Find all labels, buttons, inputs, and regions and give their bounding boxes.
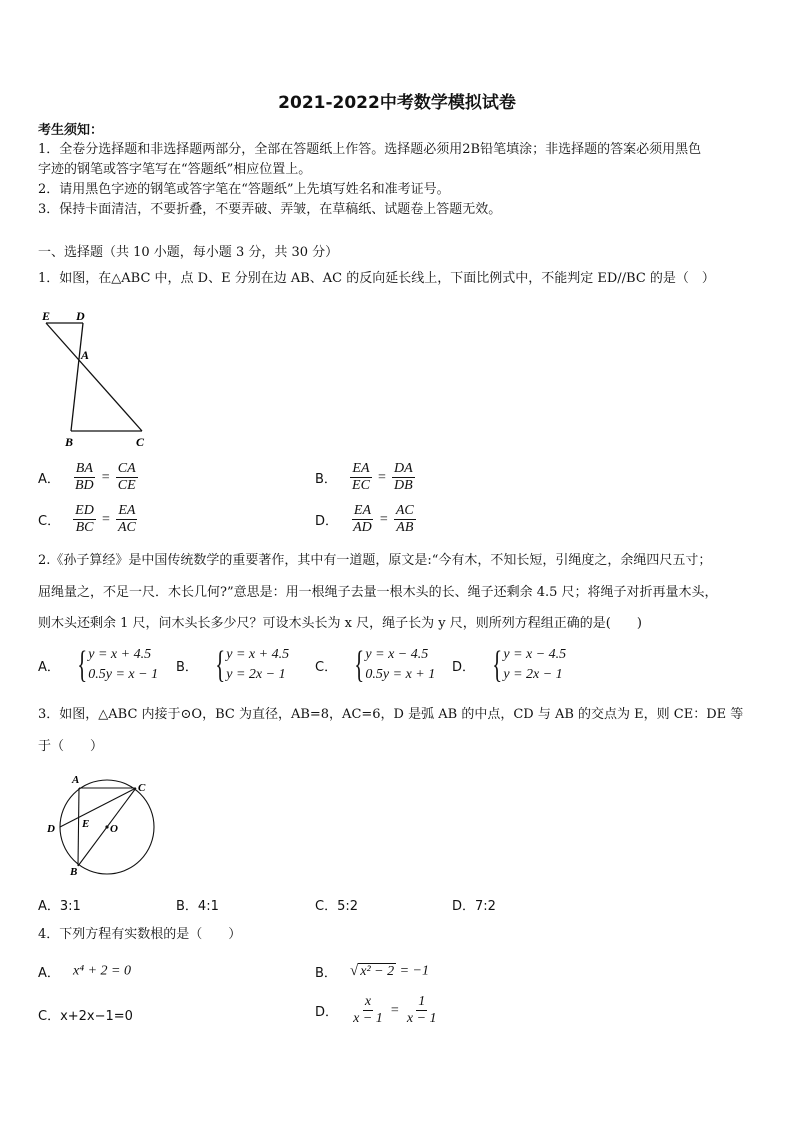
fraction <box>392 461 415 494</box>
numerator: BA <box>75 461 93 476</box>
label-B: B <box>65 435 74 449</box>
equation-line: y = x + 4.5 <box>226 647 290 662</box>
equation-line: y = 2x − 1 <box>503 667 563 682</box>
page-title: 2021-2022中考数学模拟试卷 <box>278 93 516 113</box>
denominator: CE <box>117 478 136 493</box>
label-D: D <box>76 309 85 323</box>
question-1-option-a[interactable] <box>38 461 138 494</box>
numerator: EA <box>353 503 371 518</box>
option-text: 3:1 <box>59 899 81 914</box>
numerator: CA <box>117 461 136 476</box>
option-label: C． <box>315 659 338 675</box>
option-text: 4:1 <box>197 899 219 914</box>
question-4-option-a[interactable] <box>38 961 131 981</box>
denominator: AC <box>117 520 136 535</box>
brace-icon: { <box>215 644 226 686</box>
label-A: A <box>72 774 80 786</box>
option-text: 7:2 <box>475 899 496 914</box>
equation-line: y = x − 4.5 <box>365 647 429 662</box>
denominator: x − 1 <box>353 1011 383 1026</box>
numerator: AC <box>395 503 414 518</box>
question-3-option-a[interactable] <box>38 895 81 914</box>
label-O: O <box>110 823 118 835</box>
equation-line: 0.5y = x + 1 <box>365 667 436 682</box>
question-2-line-3: 则木头还剩余 1 尺，问木头长多少尺？可设木头长为 x 尺，绳子长为 y 尺，则所列方程组正确的是( ) <box>38 616 642 631</box>
label-A: A <box>81 348 90 362</box>
center-dot <box>105 825 108 828</box>
notice-heading: 考生须知： <box>38 123 104 138</box>
option-text: x+2x−1=0 <box>60 1009 133 1024</box>
fraction <box>116 461 138 494</box>
label-E: E <box>82 818 90 830</box>
numerator: x <box>364 994 372 1009</box>
numerator: EA <box>118 503 136 518</box>
question-2-option-c[interactable] <box>315 645 435 685</box>
label-D: D <box>47 823 55 835</box>
question-4-option-b[interactable] <box>315 961 429 981</box>
denominator: DB <box>394 478 413 493</box>
numerator: EA <box>352 461 370 476</box>
option-expression: x⁴ + 2 = 0 <box>73 963 131 979</box>
label-E: E <box>42 309 51 323</box>
equation-line: y = x − 4.5 <box>503 647 567 662</box>
question-1-figure <box>38 306 158 454</box>
segment-EC <box>46 323 142 431</box>
equation-system <box>350 645 435 685</box>
equals-sign: = <box>390 1002 399 1018</box>
equation-system <box>211 645 289 685</box>
label-C: C <box>136 435 145 449</box>
fraction <box>73 461 96 494</box>
option-label: D． <box>315 1005 339 1020</box>
question-3-option-d[interactable] <box>452 895 496 914</box>
notice-item-3: 3．保持卡面清洁，不要折叠，不要弄破、弄皱，在草稿纸、试题卷上答题无效。 <box>38 202 502 217</box>
question-4-option-c[interactable] <box>38 1005 133 1024</box>
notice-item-1: 1．全卷分选择题和非选择题两部分，全部在答题纸上作答。选择题必须用2B铅笔填涂；非选择题的答案必须用黑色 <box>38 142 702 157</box>
option-label: C． <box>315 899 338 914</box>
equation-line: 0.5y = x − 1 <box>88 667 159 682</box>
equals-sign: = <box>379 511 388 527</box>
denominator: BC <box>75 520 94 535</box>
denominator: AD <box>353 520 372 535</box>
fraction <box>351 503 374 536</box>
label-B: B <box>70 866 78 878</box>
option-label: B． <box>315 966 337 981</box>
segment-DB <box>71 323 83 431</box>
equals-sign: = <box>101 511 110 527</box>
question-1-stem: 1．如图，在△ABC 中，点 D、E 分别在边 AB、AC 的反向延长线上，下面比例式中，不能判定 ED//BC 的是（ ） <box>38 271 715 286</box>
question-2-option-b[interactable] <box>176 645 289 685</box>
denominator: AB <box>396 520 414 535</box>
equation-system <box>73 645 158 685</box>
brace-icon: { <box>492 644 503 686</box>
option-label: A． <box>38 966 60 981</box>
fraction <box>116 503 138 536</box>
question-2-option-a[interactable] <box>38 645 158 685</box>
fraction <box>73 503 96 536</box>
option-label: A． <box>38 899 60 914</box>
segment-AB <box>78 788 79 866</box>
equation-line: y = x + 4.5 <box>88 647 152 662</box>
equals-sign: = <box>378 469 386 485</box>
option-expression-rest: = −1 <box>396 963 430 979</box>
option-label: D． <box>452 659 476 675</box>
option-label: C． <box>38 514 61 529</box>
label-C: C <box>138 782 146 794</box>
fraction <box>394 503 416 536</box>
question-1-option-b[interactable] <box>315 461 415 494</box>
notice-item-1-cont: 字迹的钢笔或答字笔写在“答题纸”相应位置上。 <box>38 162 312 177</box>
question-3-figure <box>42 770 162 878</box>
option-label: A． <box>38 659 60 675</box>
denominator: BD <box>75 478 94 493</box>
brace-icon: { <box>354 644 365 686</box>
fraction <box>351 994 385 1027</box>
option-label: D． <box>452 899 476 914</box>
notice-item-2: 2．请用黑色字迹的钢笔或答字笔在“答题纸”上先填写姓名和准考证号。 <box>38 182 450 197</box>
denominator: x − 1 <box>406 1011 437 1026</box>
question-3-option-c[interactable] <box>315 895 358 914</box>
numerator: ED <box>75 503 94 518</box>
section-heading: 一、选择题（共 10 小题，每小题 3 分，共 30 分） <box>38 245 339 260</box>
option-label: C． <box>38 1009 61 1024</box>
brace-icon: { <box>77 644 88 686</box>
radicand: x² − 2 <box>360 963 395 979</box>
option-label: B． <box>176 659 198 675</box>
question-3-option-b[interactable] <box>176 895 219 914</box>
numerator: 1 <box>418 994 426 1009</box>
question-1-option-d[interactable] <box>315 503 416 536</box>
equation-line: y = 2x − 1 <box>226 667 286 682</box>
denominator: EC <box>352 478 370 493</box>
question-4-option-d[interactable] <box>315 994 439 1027</box>
option-text: 5:2 <box>337 899 358 914</box>
segment-DC <box>60 788 136 827</box>
fraction <box>405 994 439 1027</box>
option-label: D． <box>315 514 339 529</box>
equation-system <box>488 645 566 685</box>
question-2-line-1: 2.《孙子算经》是中国传统数学的重要著作，其中有一道题，原文是:“今有木，不知长短，引绳度之，余绳四尺五寸； <box>38 553 712 568</box>
fraction <box>350 461 372 494</box>
question-3-line-2: 于（ ） <box>38 739 104 754</box>
question-4-stem: 4．下列方程有实数根的是（ ） <box>38 927 242 942</box>
question-2-line-2: 屈绳量之，不足一尺．木长几何?”意思是：用一根绳子去量一根木头的长、绳子还剩余 4.5 尺；将绳子对折再量木头， <box>38 585 718 600</box>
question-1-option-c[interactable] <box>38 503 138 536</box>
option-label: A． <box>38 472 60 487</box>
equals-sign: = <box>101 469 110 485</box>
option-label: B． <box>176 899 198 914</box>
option-label: B． <box>315 472 337 487</box>
question-3-line-1: 3．如图，△ABC 内接于⊙O，BC 为直径，AB=8，AC=6，D 是弧 AB 的中点，CD 与 AB 的交点为 E，则 CE：DE 等 <box>38 707 744 722</box>
numerator: DA <box>394 461 413 476</box>
sqrt-icon: √ <box>350 963 359 979</box>
question-2-option-d[interactable] <box>452 645 566 685</box>
